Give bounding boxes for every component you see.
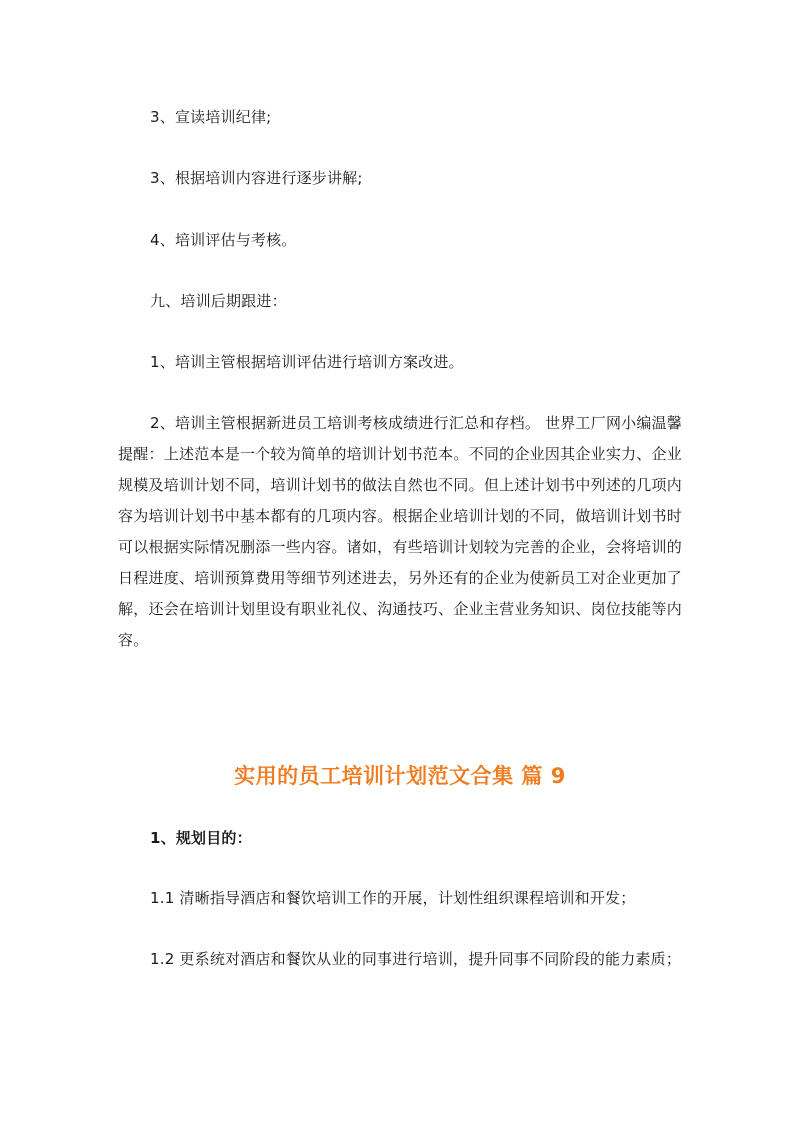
paragraph-discipline: 3、宣读培训纪律; <box>150 108 272 126</box>
section-item-2: 1.2 更系统对酒店和餐饮从业的同事进行培训，提升同事不同阶段的能力素质； <box>150 950 682 968</box>
paragraph-plan-improvement: 1、培训主管根据培训评估进行培训方案改进。 <box>150 353 464 371</box>
paragraph-follow-up-heading: 九、培训后期跟进： <box>150 292 287 310</box>
paragraph-step-explanation: 3、根据培训内容进行逐步讲解; <box>150 169 363 187</box>
paragraph-evaluation: 4、培训评估与考核。 <box>150 231 297 249</box>
section-item-1: 1.1 清晰指导酒店和餐饮培训工作的开展，计划性组织课程培训和开发； <box>150 889 636 907</box>
section-title: 实用的员工培训计划范文合集 篇 9 <box>234 764 566 788</box>
section-subtitle: 1、规划目的： <box>150 829 252 847</box>
paragraph-archive-and-notes: 2、培训主管根据新进员工培训考核成绩进行汇总和存档。 世界工厂网小编温馨提醒：上述范本是一个较为简单的培训计划书范本。不同的企业因其企业实力、企业规模及培训计划不同，培训计划书的做法自然也不同。但上述计划书中列述的几项内容为培训计划书中基本都有的几项内容。根据企业培训计划的不同，做培训计划书时可以根据实际情况删添一些内容。诸如，有些培训计划较为完善的企业，会将培训的日程进度、培训预算费用等细节列述进去，另外还有的企业为使新员工对企业更加了解，还会在培训计划里设有职业礼仪、沟通技巧、企业主营业务知识、岗位技能等内容。 <box>118 414 682 649</box>
